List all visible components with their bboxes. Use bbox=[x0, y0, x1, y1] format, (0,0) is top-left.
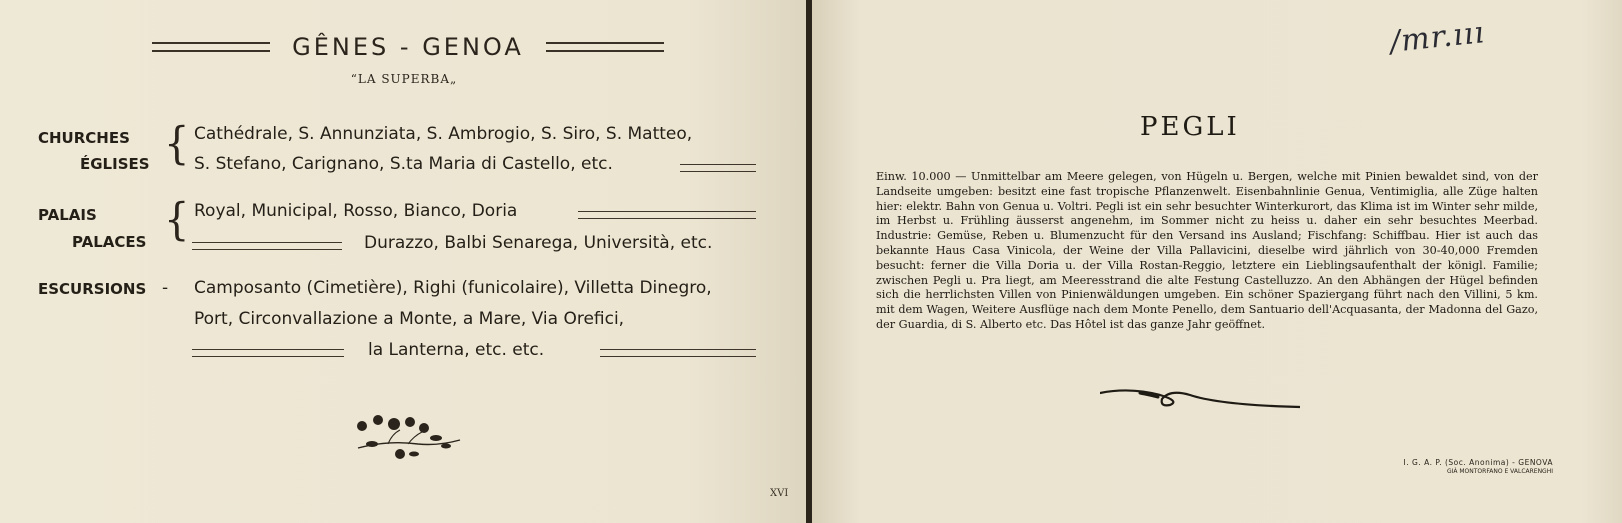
printer-imprint: I. G. A. P. (Soc. Anonima) - GENOVA bbox=[1403, 458, 1553, 467]
fill-rule-palaces-2 bbox=[192, 242, 342, 250]
flourish-divider-icon bbox=[1100, 385, 1300, 421]
page-number: XVI bbox=[770, 488, 789, 499]
palaces-label: PALACES bbox=[72, 233, 147, 251]
escursions-dash: - bbox=[162, 278, 169, 298]
pegli-description: Einw. 10.000 — Unmittelbar am Meere gelegen, von Hügeln u. Bergen, welche mit Pinien bewaldet sind, von der Landseite umgeben: besitzt eine fast tropische Pflanzenwelt. Eisenbahnlinie Genua, Ventimiglia, alle Züge halten hier: elektr. Bahn von Genua u. Voltri. Pegli ist ein sehr besuchter Winterkurort, das Klima ist im Winter sehr milde, im Herbst u. Frühling äusserst angenehm, im Sommer nicht zu heiss u. daher ein sehr besuchtes Meerbad. Industrie: Gemüse, Reben u. Blumenzucht für den Versand ins Ausland; Fischfang: Schiffbau. Hier ist auch das bekannte Haus Casa Vinicola, der Weine der Villa Pallavicini, dieselbe wird jährlich von 30-40,000 Fremden besucht: ferner die Villa Doria u. der Villa Rostan-Reggio, letztere ein Lieblingsaufenthalt der königl. Familie; zwischen Pegli u. Pra liegt, am Meeresstrand die alte Festung Castelluzzo. An den Abhängen der Hügel befinden sich die herrlichsten Villen von Pinienwäldungen umgeben. Ein schöner Spaziergang führt nach den Villini, 5 km. mit dem Wagen, Weitere Ausflüge nach dem Monte Penello, dem Santuario dell'Acquasanta, der Madonna del Gazo, der Guardia, di S. Alberto etc. Das Hôtel ist das ganze Jahr geöffnet. bbox=[876, 170, 1538, 331]
palaces-line-1: Royal, Municipal, Rosso, Bianco, Doria bbox=[194, 201, 518, 221]
printer-imprint-sub: GIÀ MONTORFANO E VALCARENGHI bbox=[1446, 468, 1553, 475]
fill-rule-escursions-right bbox=[600, 349, 756, 357]
churches-label: CHURCHES bbox=[38, 129, 130, 147]
eglises-label: ÉGLISES bbox=[80, 155, 150, 173]
fill-rule-churches bbox=[680, 164, 756, 172]
floral-ornament-icon bbox=[348, 410, 468, 470]
churches-line-2: S. Stefano, Carignano, S.ta Maria di Castello, etc. bbox=[194, 154, 613, 174]
escursions-line-3: la Lanterna, etc. etc. bbox=[368, 340, 545, 360]
handwritten-note: /mr.ııı bbox=[1388, 15, 1487, 60]
page-title: GÊNES - GENOA bbox=[292, 33, 524, 61]
page-subtitle: “LA SUPERBA„ bbox=[350, 72, 458, 86]
fill-rule-escursions-left bbox=[192, 349, 344, 357]
palais-label: PALAIS bbox=[38, 206, 97, 224]
brace-churches: { bbox=[164, 118, 190, 170]
fill-rule-palaces-1 bbox=[578, 211, 756, 219]
title-rule-right bbox=[546, 42, 664, 52]
churches-line-1: Cathédrale, S. Annunziata, S. Ambrogio, S. Siro, S. Matteo, bbox=[194, 124, 693, 144]
escursions-line-1: Camposanto (Cimetière), Righi (funicolaire), Villetta Dinegro, bbox=[194, 278, 712, 298]
palaces-line-2: Durazzo, Balbi Senarega, Università, etc. bbox=[364, 233, 713, 253]
escursions-label: ESCURSIONS bbox=[38, 280, 147, 298]
left-page bbox=[0, 0, 808, 523]
title-row bbox=[128, 30, 688, 64]
title-rule-left bbox=[152, 42, 270, 52]
escursions-line-2: Port, Circonvallazione a Monte, a Mare, Via Orefici, bbox=[194, 309, 625, 329]
brace-palaces: { bbox=[164, 194, 190, 246]
pegli-title: PEGLI bbox=[1140, 112, 1240, 142]
